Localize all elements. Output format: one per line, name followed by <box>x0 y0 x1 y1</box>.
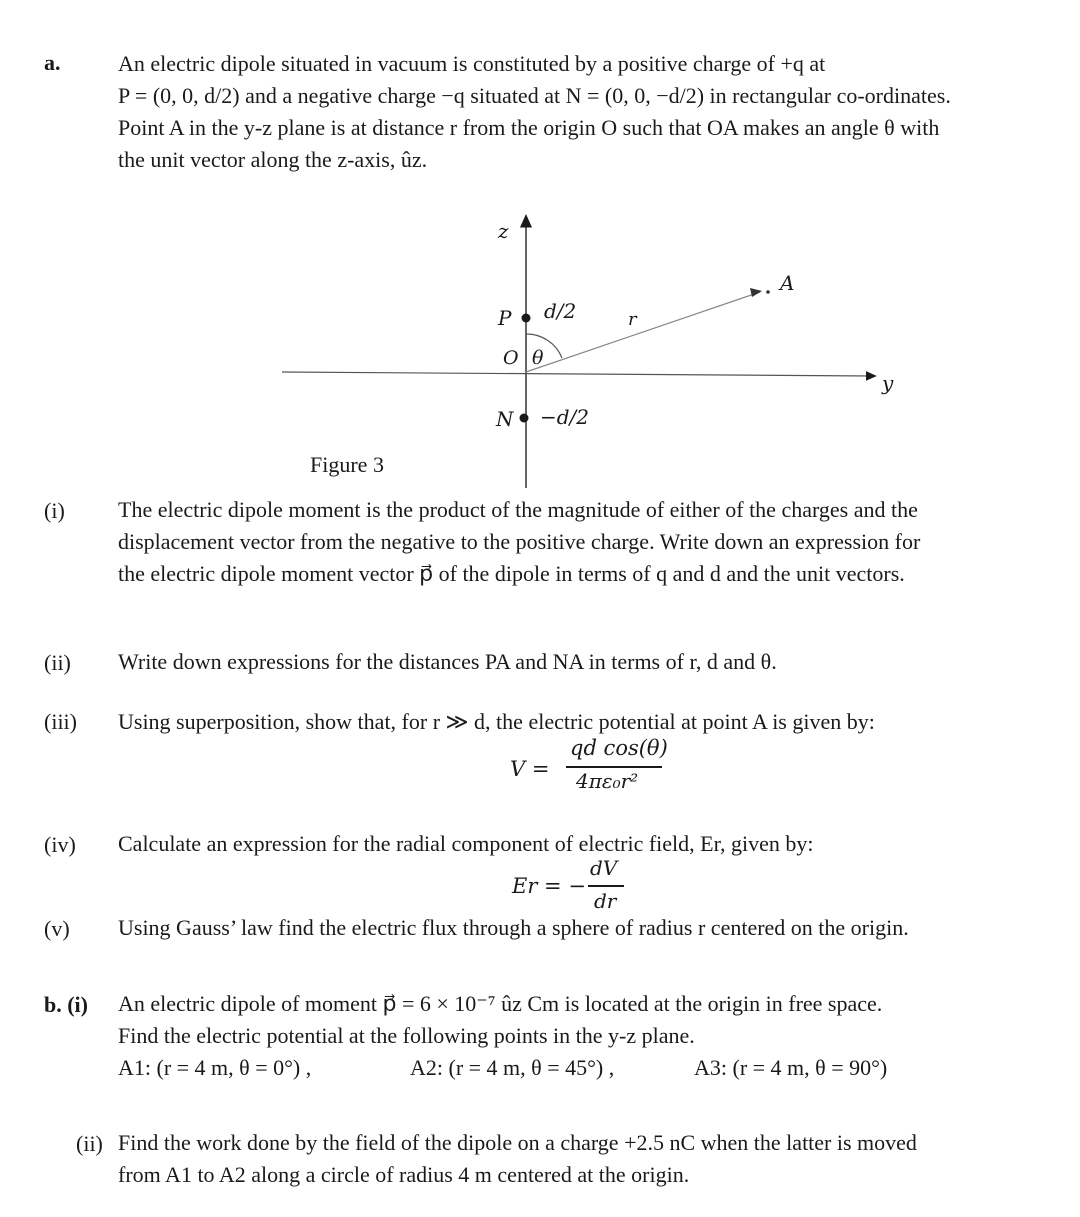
intro-line-3: Point A in the y-z plane is at distance r from the origin O such that OA makes an angle θ with <box>118 115 940 140</box>
q3-label: (iii) <box>44 709 77 734</box>
q4-eq-denominator: dr <box>594 889 617 913</box>
q4-eq-numerator: dV <box>590 856 618 880</box>
q3-eq-denominator: 4πε₀r² <box>576 769 639 793</box>
minus-d-half-label: −d/2 <box>540 405 590 429</box>
part-b-line-2: Find the electric potential at the following points in the y-z plane. <box>118 1023 695 1048</box>
origin-label: O <box>503 347 519 369</box>
q3-text: Using superposition, show that, for r ≫ d, the electric potential at point A is given by: <box>118 709 875 734</box>
figure-caption: Figure 3 <box>310 452 384 477</box>
z-axis-label: z <box>498 219 509 243</box>
point-p-label: P <box>498 306 512 330</box>
oa-arrowhead <box>750 288 762 297</box>
charge-n <box>520 414 529 423</box>
part-b-ii-label: (ii) <box>76 1131 103 1156</box>
y-axis-label: y <box>882 371 894 395</box>
q5-label: (v) <box>44 916 70 941</box>
part-a-label: a. <box>44 50 61 75</box>
q4-eq-lhs: Er = − <box>512 874 586 898</box>
q1-line-1: The electric dipole moment is the product of the magnitude of either of the charges and the <box>118 497 918 522</box>
q1-line-2: displacement vector from the negative to the positive charge. Write down an expression for <box>118 529 921 554</box>
point-a3: A3: (r = 4 m, θ = 90°) <box>694 1055 888 1080</box>
q3-eq-lhs: V = <box>510 757 550 781</box>
part-b-ii-text <box>118 1127 1023 1191</box>
theta-label: θ <box>532 347 544 369</box>
q1-line-3: the electric dipole moment vector p⃗ of the dipole in terms of q and d and the unit vectors. <box>118 561 905 586</box>
q2-label: (ii) <box>44 650 71 675</box>
y-axis <box>282 372 872 376</box>
q2-text: Write down expressions for the distances PA and NA in terms of r, d and θ. <box>118 649 777 674</box>
q3-fraction-bar <box>566 766 662 768</box>
q3-eq-numerator: qd cos(θ) <box>570 736 668 760</box>
point-a-dot <box>766 290 770 294</box>
point-a1: A1: (r = 4 m, θ = 0°) , <box>118 1055 312 1080</box>
dipole-figure <box>0 0 1080 500</box>
d-half-label: d/2 <box>544 299 577 323</box>
intro-line-2: P = (0, 0, d/2) and a negative charge −q situated at N = (0, 0, −d/2) in rectangular co-ordinates. <box>118 83 951 108</box>
point-n-label: N <box>496 407 514 431</box>
charge-p <box>522 314 531 323</box>
q1-text <box>118 494 1023 590</box>
q4-fraction-bar <box>588 885 624 887</box>
q4-text: Calculate an expression for the radial component of electric field, Er, given by: <box>118 831 814 856</box>
part-b-text <box>118 988 1023 1052</box>
point-a2: A2: (r = 4 m, θ = 45°) , <box>410 1055 615 1080</box>
r-label: r <box>628 309 637 330</box>
part-b-ii-line-1: Find the work done by the field of the dipole on a charge +2.5 nC when the latter is moved <box>118 1130 917 1155</box>
intro-line-1: An electric dipole situated in vacuum is constituted by a positive charge of +q at <box>118 51 826 76</box>
part-b-label: b. (i) <box>44 992 88 1017</box>
q4-label: (iv) <box>44 832 76 857</box>
q5-text: Using Gauss’ law find the electric flux through a sphere of radius r centered on the origin. <box>118 915 909 940</box>
q1-label: (i) <box>44 498 65 523</box>
part-b-line-1: An electric dipole of moment p⃗ = 6 × 10⁻⁷ ûz Cm is located at the origin in free space. <box>118 991 883 1016</box>
intro-line-4: the unit vector along the z-axis, ûz. <box>118 147 428 172</box>
part-b-ii-line-2: from A1 to A2 along a circle of radius 4 m centered at the origin. <box>118 1162 690 1187</box>
point-a-label: A <box>780 271 795 295</box>
